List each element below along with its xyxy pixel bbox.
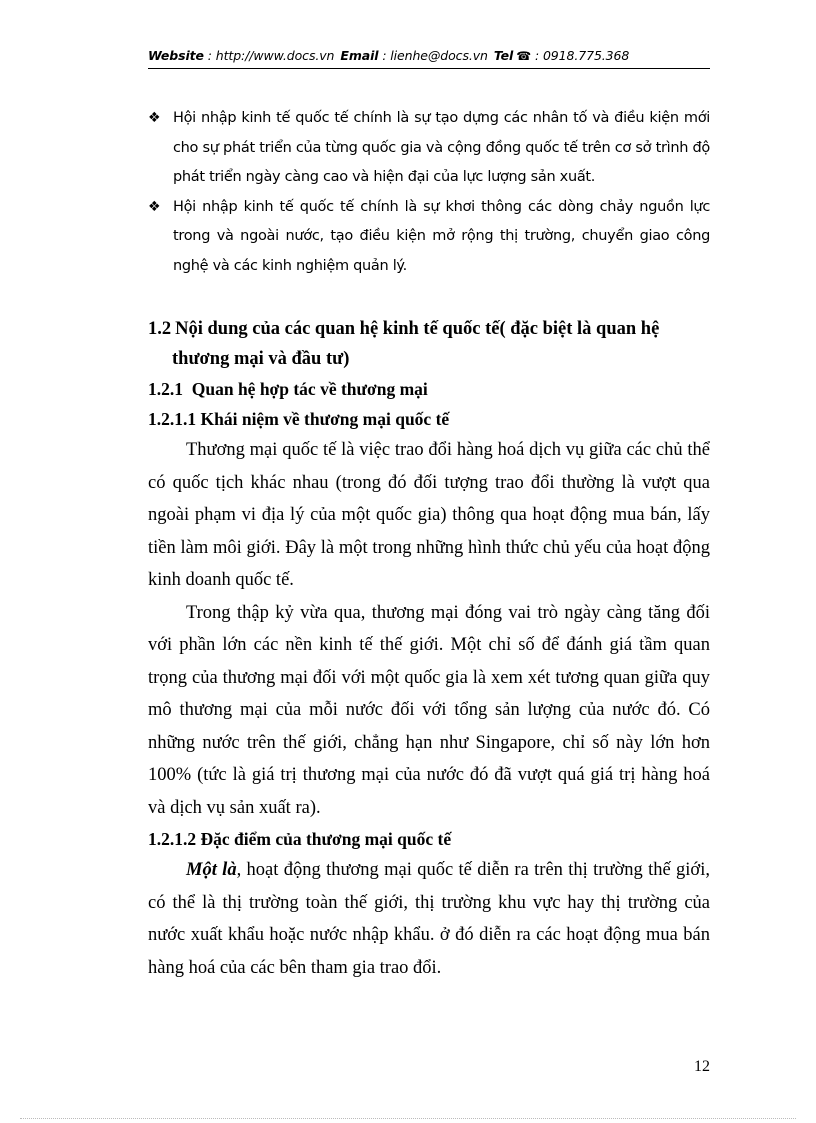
bullet-list [148,104,710,281]
paragraph: Trong thập kỷ vừa qua, thương mại đóng vai trò ngày càng tăng đối với phần lớn các nền kinh tế thế giới. Một chỉ số để đánh giá tầm quan trọng của thương mại đối với một quốc gia là xem xét tương quan giữa quy mô thương mại của mỗi nước đối với tổng sản lượng của nước đó. Có những nước trên thế giới, chẳng hạn như Singapore, chỉ số này lớn hơn 100% (tức là giá trị thương mại của nước đó đã vượt quá giá trị hàng hoá và dịch vụ sản xuất ra). [148,602,710,818]
tel-value: : 0918.775.368 [531,48,630,63]
bullet-text: Hội nhập kinh tế quốc tế chính là sự tạo dựng các nhân tố và điều kiện mới cho sự phát triển của từng quốc gia và cộng đồng quốc tế trên cơ sở trình độ phát triển ngày càng cao và hiện đại của lực lượng sản xuất. [173,110,710,185]
paragraph: Thương mại quốc tế là việc trao đổi hàng hoá dịch vụ giữa các chủ thể có quốc tịch khác nhau (trong đó đối tượng trao đổi thường là vượt qua ngoài phạm vi địa lý của một quốc gia) thông qua hoạt động mua bán, lấy tiền làm môi giới. Đây là một trong những hình thức chủ yếu của hoạt động kinh doanh quốc tế. [148,440,710,590]
section-number: 1.2.1 [148,379,183,399]
phone-icon: ☎ [516,49,532,63]
body-text [148,314,710,984]
diamond-bullet-icon: ❖ [148,110,161,126]
website-value: : http://www.docs.vn [203,48,335,63]
email-value: : lienhe@docs.vn [378,48,488,63]
email-label: Email [340,48,379,63]
section-heading-1-2 [148,314,710,344]
paragraph-text: , hoạt động thương mại quốc tế diễn ra trên thị trường thế giới, có thể là thị trường toàn thế giới, thị trường khu vực hay thị trường của nước xuất khẩu hoặc nước nhập khẩu. ở đó diễn ra các hoạt động mua bán hàng hoá của các bên tham gia trao đổi. [148,860,710,978]
list-item [148,104,710,193]
bullet-text: Hội nhập kinh tế quốc tế chính là sự khơi thông các dòng chảy nguồn lực trong và ngoài nước, tạo điều kiện mở rộng thị trường, chuyển giao công nghệ và các kinh nghiệm quản lý. [173,198,710,274]
paragraph [148,854,710,984]
section-heading-1-2-1-2: 1.2.1.2 Đặc điểm của thương mại quốc tế [148,829,452,849]
section-title-line1: Nội dung của các quan hệ kinh tế quốc tế( đặc biệt là quan hệ [175,319,660,339]
tel-label: Tel [493,48,514,63]
list-item [148,193,710,282]
section-title: Quan hệ hợp tác về thương mại [191,379,428,399]
page-bottom-divider [20,1118,796,1119]
section-title-line2: thương mại và đầu tư) [172,349,350,369]
page-header [148,46,710,69]
page-number: 12 [694,1058,710,1075]
section-number: 1.2 [148,319,172,339]
section-heading-1-2-1 [148,374,710,404]
section-heading-1-2-1-1: 1.2.1.1 Khái niệm về thương mại quốc tế [148,409,450,429]
diamond-bullet-icon: ❖ [148,198,161,215]
website-label: Website [148,48,204,63]
emphasis-lead: Một là [186,860,237,880]
